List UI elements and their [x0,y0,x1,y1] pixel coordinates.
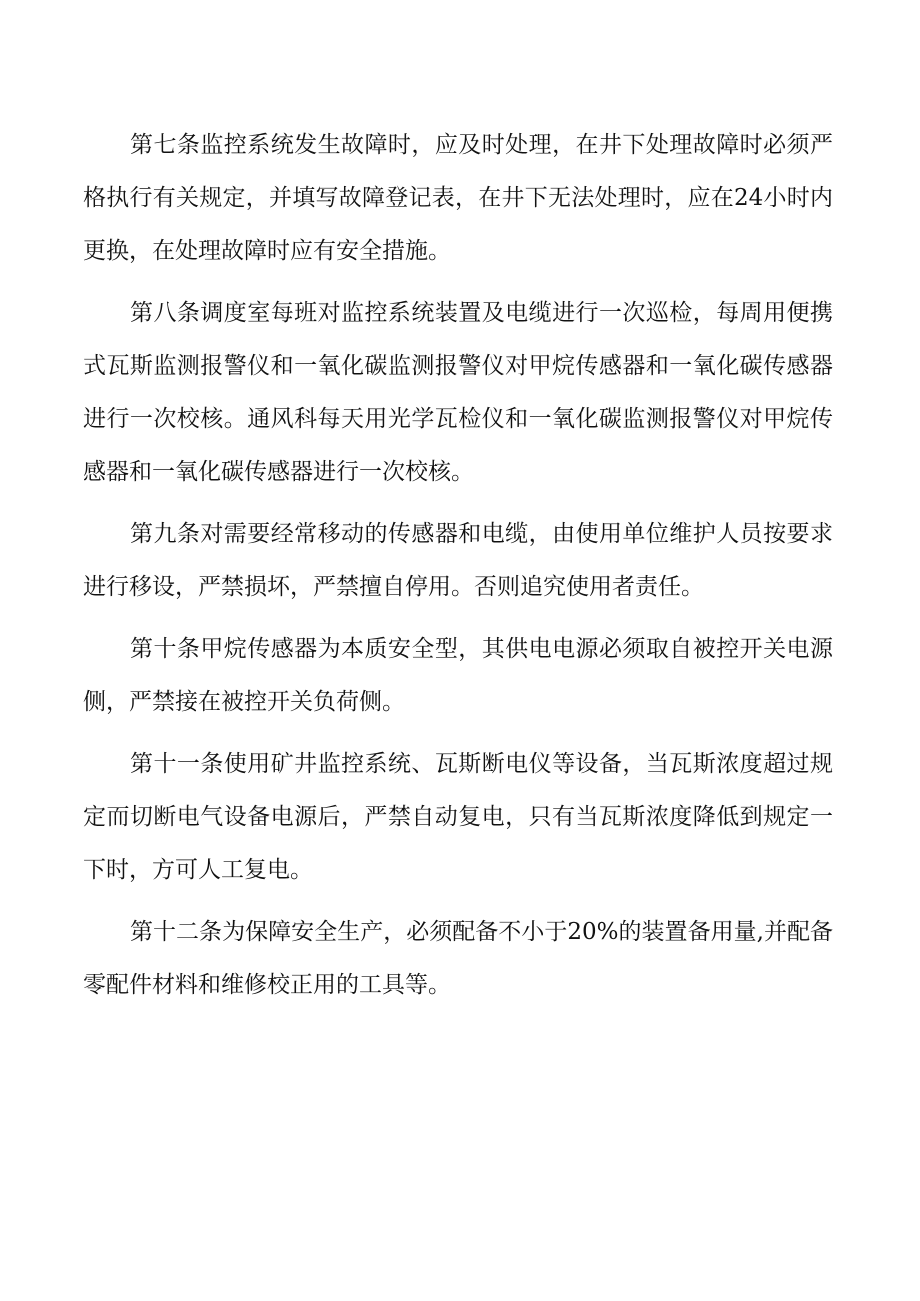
paragraph-article-9: 第九条对需要经常移动的传感器和电缆，由使用单位维护人员按要求进行移设，严禁损坏，严禁擅自停用。否则追究使用者责任。 [83,521,833,600]
paragraph-article-7: 第七条监控系统发生故障时，应及时处理，在井下处理故障时必须严格执行有关规定，并填写故障登记表，在井下无法处理时，应在24小时内更换，在处理故障时应有安全措施。 [83,132,833,264]
paragraph-article-11: 第十一条使用矿井监控系统、瓦斯断电仪等设备，当瓦斯浓度超过规定而切断电气设备电源后，严禁自动复电，只有当瓦斯浓度降低到规定一下时，方可人工复电。 [83,751,833,883]
document-body [83,119,833,1021]
paragraph-article-10: 第十条甲烷传感器为本质安全型，其供电电源必须取自被控开关电源侧，严禁接在被控开关负荷侧。 [83,636,833,715]
paragraph-article-8: 第八条调度室每班对监控系统装置及电缆进行一次巡检，每周用便携式瓦斯监测报警仪和一氧化碳监测报警仪对甲烷传感器和一氧化碳传感器进行一次校核。通风科每天用光学瓦检仪和一氧化碳监测报警仪对甲烷传感器和一氧化碳传感器进行一次校核。 [83,300,833,485]
paragraph-article-12: 第十二条为保障安全生产，必须配备不小于20%的装置备用量,并配备零配件材料和维修校正用的工具等。 [83,919,833,998]
